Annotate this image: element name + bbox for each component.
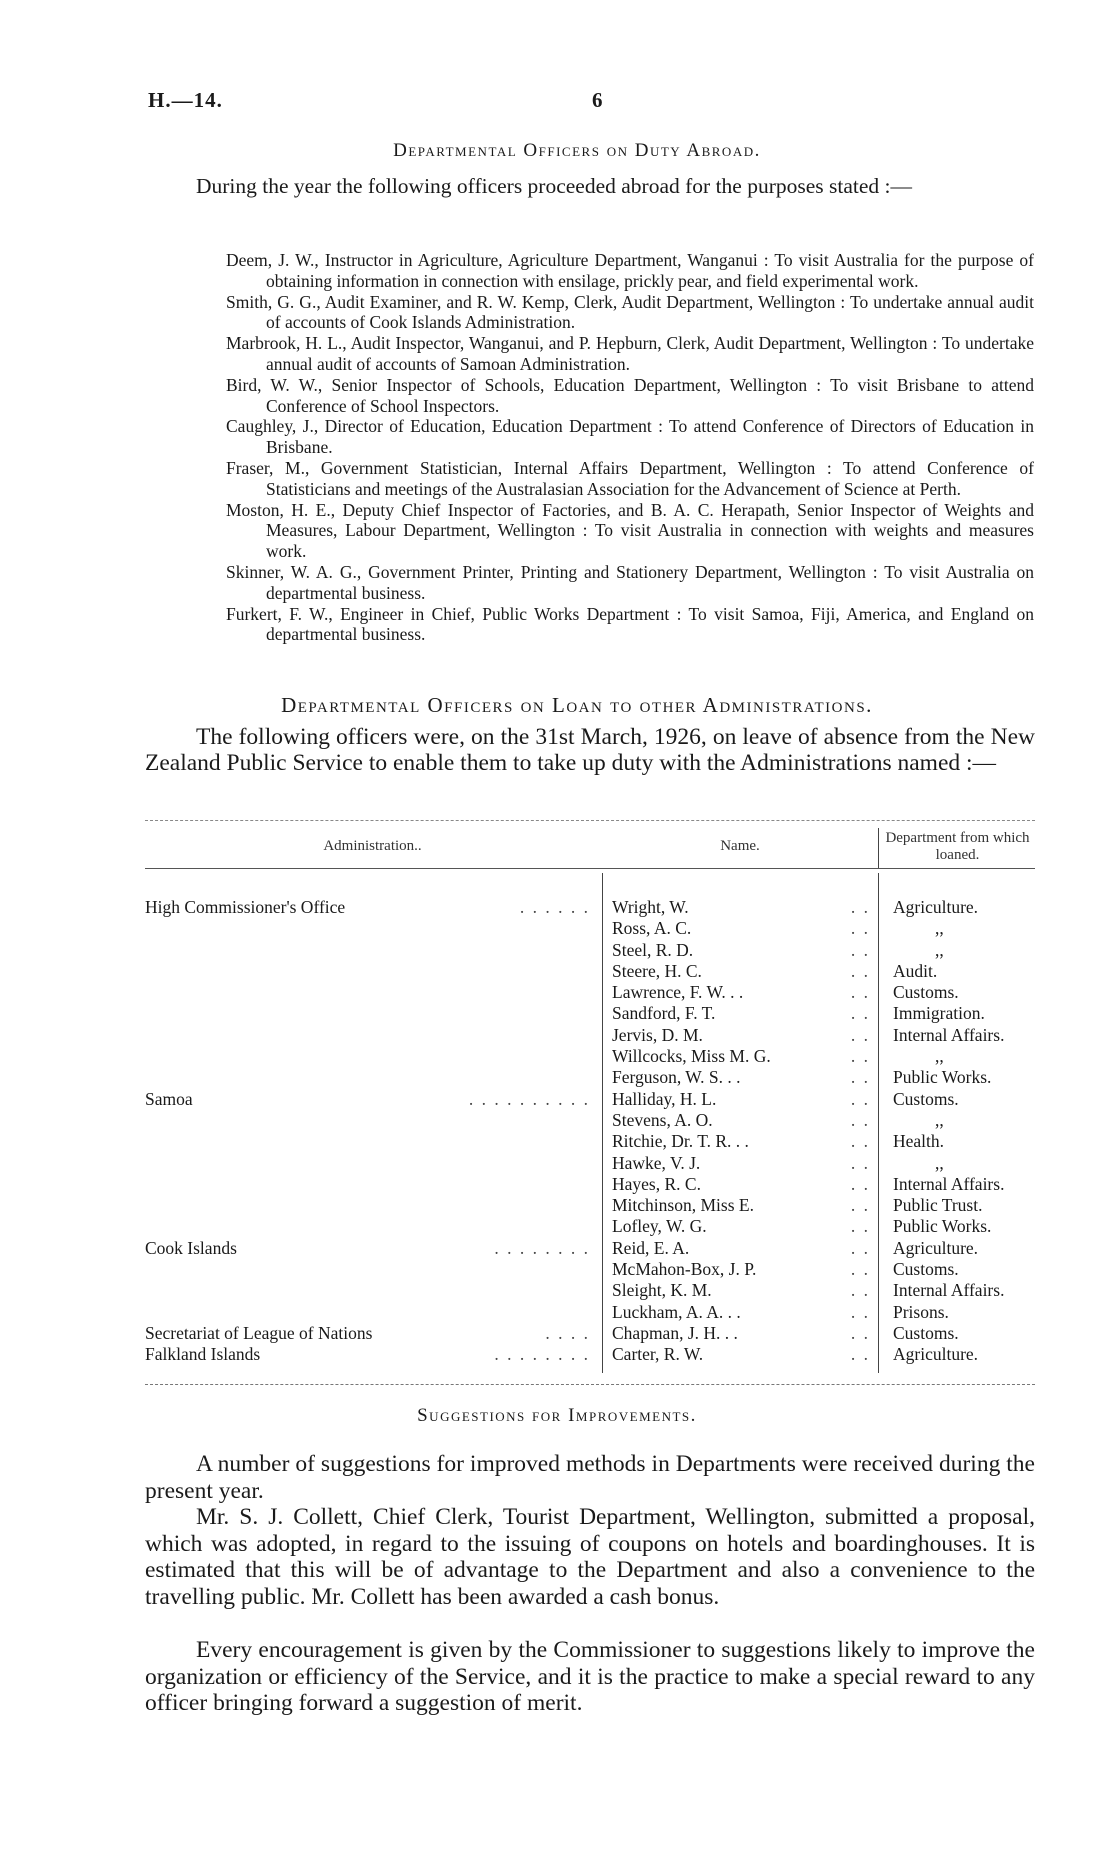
officer-name: Wright, W. [612,897,689,917]
list-item: Furkert, F. W., Engineer in Chief, Public Works Department : To visit Samoa, Fiji, America, and England on departmental business. [226,603,1034,645]
officer-name: Steere, H. C. [612,960,702,981]
table-cell-administration [145,1280,590,1301]
leader-dots: . . [850,1280,870,1301]
table-cell-name [612,897,870,918]
table-cell-department: Immigration. [893,1003,985,1024]
table-cell-administration [145,918,590,939]
officer-name: Luckham, A. A. . . [612,1301,741,1322]
table-cell-administration [145,1216,590,1237]
officer-name: Willcocks, Miss M. G. [612,1046,771,1067]
column-header-administration: Administration.. [323,838,422,854]
suggestions-paragraph: Every encouragement is given by the Commissioner to suggestions likely to improve the organization or efficiency of the Service, and it is the practice to make a special reward to any officer bringing forward a suggestion of merit. [145,1637,1035,1717]
table-cell-name [612,918,870,939]
loan-intro: The following officers were, on the 31st March, 1926, on leave of absence from the New Zealand Public Service to enable them to take up duty with the Administrations named :— [145,724,1035,776]
officer-name: Jervis, D. M. [612,1024,703,1045]
officer-name: Lofley, W. G. [612,1216,707,1237]
table-cell-department: Internal Affairs. [893,1280,1005,1301]
table-cell-department: Customs. [893,1322,959,1343]
table-cell-name [612,1025,870,1046]
table-cell-administration [145,1110,590,1131]
officer-name: Sleight, K. M. [612,1280,712,1301]
table-cell-administration [145,1259,590,1280]
table-cell-department: Audit. [893,960,938,981]
leader-dots: . . [850,1195,870,1216]
administration-text: Falkland Islands [145,1344,261,1365]
table-cell-department: Health. [893,1131,945,1152]
table-cell-department: ,, [935,1152,944,1173]
table-cell-administration [145,1344,590,1365]
administration-column [145,897,590,1366]
leader-dots: . . . . . . [519,897,590,917]
leader-dots: . . [850,982,870,1003]
officer-name: Hayes, R. C. [612,1173,701,1194]
leader-dots: . . [850,1131,870,1152]
list-item: Caughley, J., Director of Education, Education Department : To attend Conference of Directors of Education in Brisbane. [226,416,1034,458]
officer-name: Reid, E. A. [612,1237,690,1258]
officer-name: Ross, A. C. [612,918,692,939]
officer-name: Steel, R. D. [612,939,694,960]
officer-name: Ferguson, W. S. . . [612,1067,741,1088]
suggestions-paragraph: A number of suggestions for improved methods in Departments were received during the present year. [145,1451,1035,1504]
leader-dots: . . . . . . . . [494,1237,590,1258]
table-cell-administration [145,1195,590,1216]
officer-name: Halliday, H. L. [612,1088,717,1109]
table-cell-administration [145,1025,590,1046]
list-item: Deem, J. W., Instructor in Agriculture, Agriculture Department, Wanganui : To visit Australia for the purpose of obtaining information in connection with ensilage, prickly pear, and field experimental work. [226,250,1034,291]
column-header-department: Department from which loaned. [885,830,1030,863]
suggestions-paragraph: Mr. S. J. Collett, Chief Clerk, Tourist Department, Wellington, submitted a proposal, which was adopted, in regard to the issuing of coupons on hotels and boardinghouses. It is estimated that this will be of advantage to the Department and also a convenience to the travelling public. Mr. Collett has been awarded a cash bonus. [145,1504,1035,1610]
table-cell-administration [145,1067,590,1088]
leader-dots: . . [850,1344,870,1365]
table-cell-name [612,1046,870,1067]
leader-dots: . . . . [545,1322,590,1343]
document-code: H.—14. [148,88,223,112]
table-cell-name [612,1195,870,1216]
leader-dots: . . [850,1152,870,1173]
list-item: Marbrook, H. L., Audit Inspector, Wanganui, and P. Hepburn, Clerk, Audit Department, Wellington : To undertake annual audit of accounts of Samoan Administration. [226,333,1034,374]
leader-dots: . . [850,897,870,917]
table-cell-name [612,1216,870,1237]
table-cell-administration [145,1323,590,1344]
table-cell-department: Agriculture. [893,1237,979,1258]
leader-dots: . . [850,918,870,939]
section-title-abroad: Departmental Officers on Duty Abroad. [393,140,761,161]
officer-name: Hawke, V. J. [612,1152,701,1173]
name-column [612,897,870,1366]
leader-dots: . . [850,1322,870,1343]
officer-name: Ritchie, Dr. T. R. . . [612,1131,749,1152]
officer-name: Mitchinson, Miss E. [612,1195,754,1216]
leader-dots: . . [850,939,870,960]
table-cell-administration [145,982,590,1003]
officer-name: Stevens, A. O. [612,1109,713,1130]
administration-text: Cook Islands [145,1237,237,1258]
leader-dots: . . . . . . . . [494,1344,590,1365]
table-cell-name [612,1323,870,1344]
leader-dots: . . . . . . . . . . [468,1088,590,1109]
header-divider [878,828,879,868]
table-cell-name [612,1067,870,1088]
table-cell-department: Customs. [893,1259,959,1280]
table-cell-name [612,1302,870,1323]
table-cell-administration [145,1089,590,1110]
table-cell-name [612,1238,870,1259]
column-header-name: Name. [720,838,760,854]
administration-text: High Commissioner's Office [145,897,346,917]
table-cell-department: Public Works. [893,1067,992,1088]
table-cell-department: Agriculture. [893,897,979,917]
list-item: Fraser, M., Government Statistician, Internal Affairs Department, Wellington : To attend Conference of Statisticians and meetings of the Australasian Association for the Advancement of Science at Perth. [226,457,1034,499]
table-cell-administration [145,897,590,918]
table-cell-name [612,1174,870,1195]
officer-name: Carter, R. W. [612,1344,704,1365]
leader-dots: . . [850,1109,870,1130]
table-cell-administration [145,1302,590,1323]
table-header-rule [145,868,1035,869]
list-item: Smith, G. G., Audit Examiner, and R. W. Kemp, Clerk, Audit Department, Wellington : To undertake annual audit of accounts of Cook Islands Administration. [226,291,1034,333]
table-cell-administration [145,1238,590,1259]
table-cell-name [612,1259,870,1280]
leader-dots: . . [850,1024,870,1045]
table-cell-administration [145,961,590,982]
table-cell-name [612,1003,870,1024]
table-cell-administration [145,1046,590,1067]
leader-dots: . . [850,1088,870,1109]
leader-dots: . . [850,1003,870,1024]
list-item: Moston, H. E., Deputy Chief Inspector of Factories, and B. A. C. Herapath, Senior Inspector of Weights and Measures, Labour Department, Wellington : To visit Australia in connection with weights and measures work. [226,499,1034,562]
table-cell-name [612,1280,870,1301]
section-title-loan: Departmental Officers on Loan to other Administrations. [281,693,873,717]
administration-text: Secretariat of League of Nations [145,1322,373,1343]
leader-dots: . . [850,1173,870,1194]
table-cell-name [612,940,870,961]
table-cell-department: ,, [935,1046,944,1067]
table-cell-name [612,1131,870,1152]
table-cell-department: Public Trust. [893,1195,983,1216]
abroad-officer-list [226,250,1034,645]
table-cell-name [612,1153,870,1174]
table-cell-name [612,961,870,982]
leader-dots: . . [850,1046,870,1067]
leader-dots: . . [850,1067,870,1088]
column-divider [878,873,879,1373]
table-cell-department: Agriculture. [893,1344,979,1365]
table-cell-department: Prisons. [893,1301,949,1322]
table-cell-department: ,, [935,918,944,939]
list-item: Bird, W. W., Senior Inspector of Schools, Education Department, Wellington : To visit Brisbane to attend Conference of School Inspectors. [226,374,1034,416]
table-top-rule [145,820,1035,821]
leader-dots: . . [850,1259,870,1280]
leader-dots: . . [850,1237,870,1258]
page-number: 6 [592,88,603,112]
officer-name: Sandford, F. T. [612,1003,716,1024]
table-bottom-rule [145,1384,1035,1385]
list-item: Skinner, W. A. G., Government Printer, Printing and Stationery Department, Wellington : To visit Australia on departmental business. [226,561,1034,603]
table-cell-department: Public Works. [893,1216,992,1237]
table-cell-department: ,, [935,939,944,960]
table-cell-name [612,1089,870,1110]
table-cell-administration [145,1003,590,1024]
column-divider [602,873,603,1373]
abroad-intro: During the year the following officers proceeded abroad for the purposes stated :— [196,174,913,198]
department-column [893,897,1033,1366]
table-cell-name [612,1110,870,1131]
table-cell-name [612,1344,870,1365]
table-cell-department: Internal Affairs. [893,1173,1005,1194]
table-cell-administration [145,940,590,961]
officer-name: Chapman, J. H. . . [612,1322,738,1343]
section-title-suggestions: Suggestions for Improvements. [417,1405,697,1426]
leader-dots: . . [850,1301,870,1322]
leader-dots: . . [850,960,870,981]
table-cell-department: Customs. [893,982,959,1003]
table-cell-name [612,982,870,1003]
leader-dots: . . [850,1216,870,1237]
table-cell-administration [145,1153,590,1174]
table-cell-department: Customs. [893,1088,959,1109]
table-cell-department: Internal Affairs. [893,1024,1005,1045]
officer-name: McMahon-Box, J. P. [612,1259,757,1280]
table-cell-administration [145,1131,590,1152]
table-cell-department: ,, [935,1109,944,1130]
officer-name: Lawrence, F. W. . . [612,982,744,1003]
table-cell-administration [145,1174,590,1195]
administration-text: Samoa [145,1088,193,1109]
